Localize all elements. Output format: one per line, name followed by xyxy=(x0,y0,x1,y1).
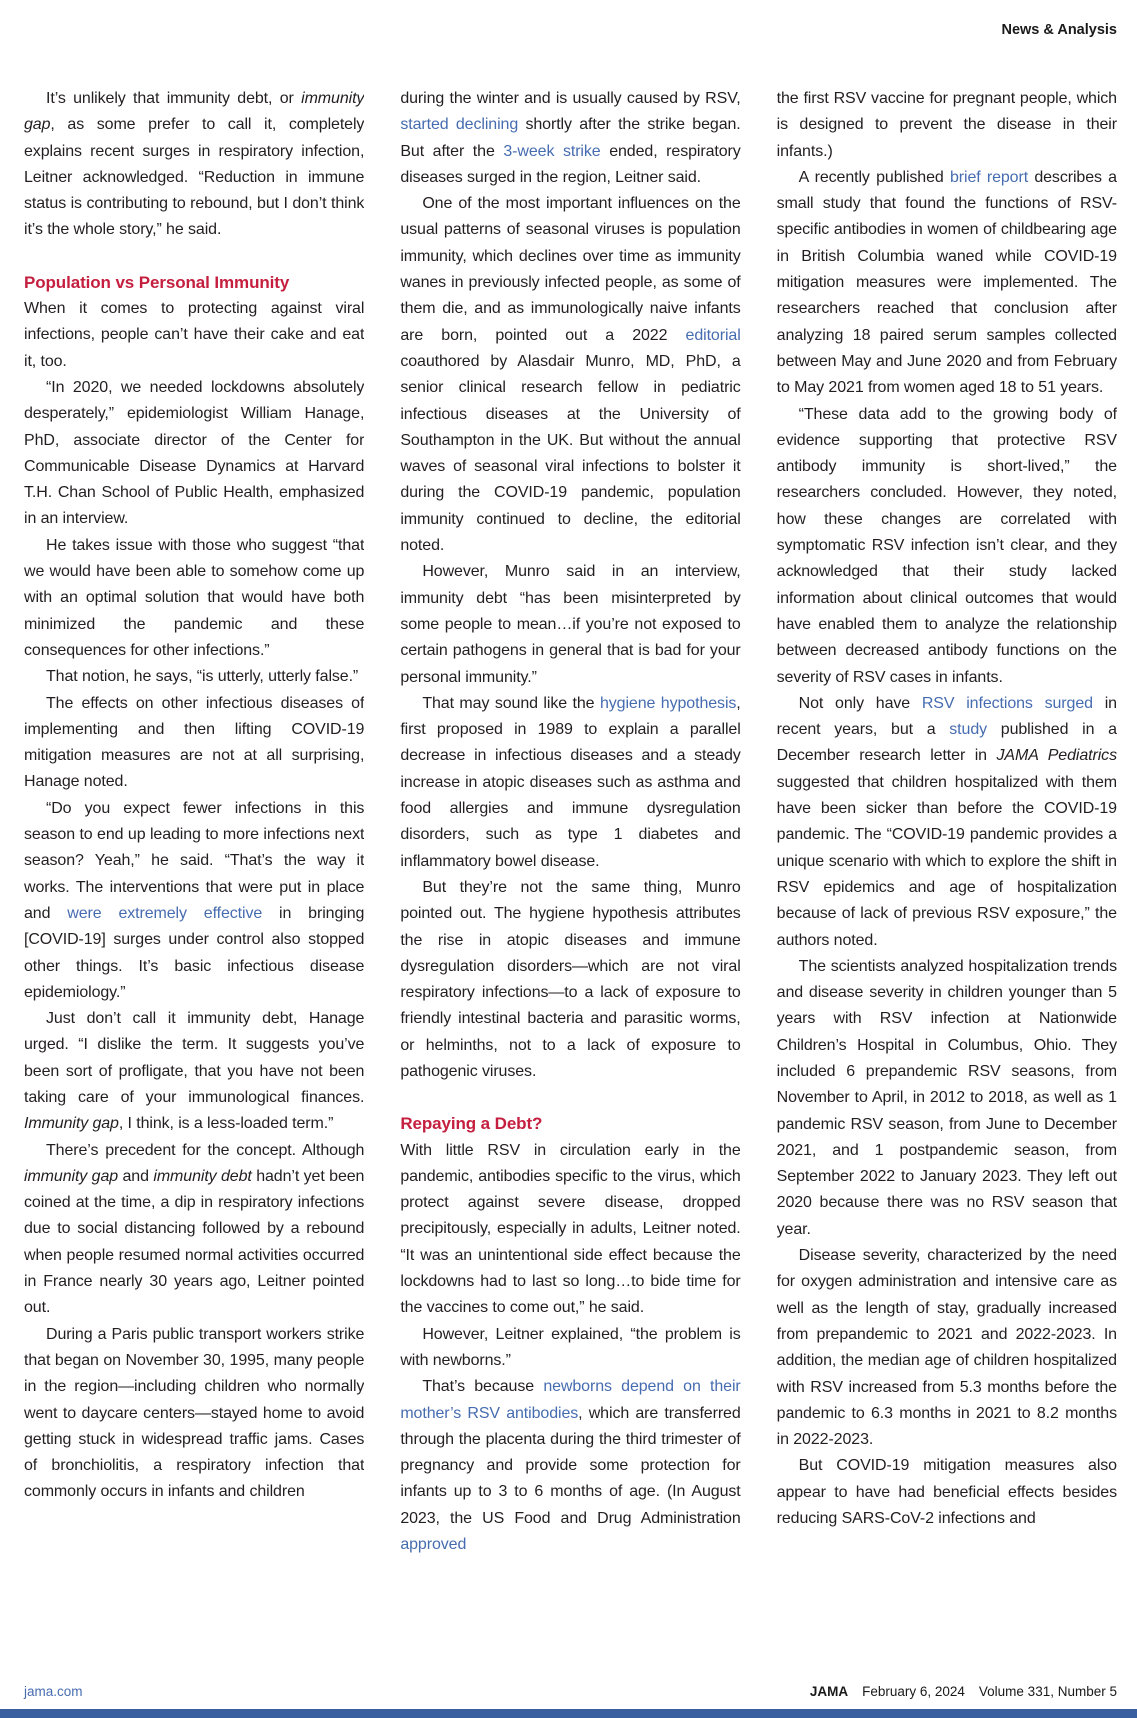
paragraph xyxy=(24,691,364,796)
italic-text: JAMA Pediatrics xyxy=(996,747,1117,765)
italic-text: immunity gap xyxy=(24,90,365,134)
text-run: coauthored by Alasdair Munro, MD, PhD, a senior clinical research fellow in pediatric infectious diseases at the University of Southampton in the UK. But without the annual waves of seasonal viral infections to bolster it during the COVID-19 pandemic, population immunity continued to decline, the editorial noted. xyxy=(400,352,741,555)
section-heading: Repaying a Debt? xyxy=(400,1114,543,1134)
text-run: Not only have xyxy=(798,694,922,712)
inline-link[interactable]: newborns depend on their mother’s RSV antibodies xyxy=(400,1378,741,1422)
inline-link[interactable]: study xyxy=(949,721,988,739)
text-run: ended, respiratory diseases surged in the region, Leitner said. xyxy=(400,142,741,186)
text-run: There’s precedent for the concept. Although xyxy=(46,1141,365,1159)
page-footer xyxy=(24,1684,1117,1699)
paragraph xyxy=(777,86,1117,165)
text-run: But they’re not the same thing, Munro pointed out. The hygiene hypothesis attributes the rise in atopic diseases and immune dysregulation disorders—which are not viral respiratory infections—to a lack of exposure to friendly intestinal bacteria and parasitic worms, or helminths, not to a lack of exposure to pathogenic viruses. xyxy=(400,878,741,1080)
inline-link[interactable]: editorial xyxy=(685,326,741,344)
text-run: “These data add to the growing body of evidence supporting that protective RSV antibody immunity is short-lived,” the researchers concluded. However, they noted, how these changes are correlated with symptomatic RSV infection isn’t clear, and they acknowledged that their study lacked information about clinical outcomes that would have enabled them to analyze the relationship between decreased antibody functions on the severity of RSV cases in infants. xyxy=(776,405,1117,686)
footer-issue-info xyxy=(810,1684,1117,1699)
inline-link[interactable]: started declining xyxy=(400,116,519,134)
text-run: and xyxy=(118,1167,154,1185)
italic-text: immunity debt xyxy=(153,1167,252,1185)
text-run: That may sound like the xyxy=(422,694,600,712)
text-run: during the winter and is usually caused by RSV, xyxy=(400,90,741,107)
bottom-accent-bar xyxy=(0,1709,1137,1718)
paragraph xyxy=(24,796,364,1006)
inline-link[interactable]: approved xyxy=(400,1536,467,1554)
text-run: shortly after the strike began. But after the xyxy=(400,116,741,160)
text-run: , I think, is a less-loaded term.” xyxy=(118,1115,334,1133)
text-run: Disease severity, characterized by the need for oxygen administration and intensive care as well as the length of stay, gradually increased from prepandemic to 2021 and 2022-2023. In addition, the median age of children hospitalized with RSV increased from 5.3 months before the pandemic to 6.3 months in 2021 to 8.2 months in 2022-2023. xyxy=(776,1247,1117,1449)
text-run: , as some prefer to call it, completely explains recent surges in respiratory infection, Leitner acknowledged. “Reduction in immune status is contributing to rebound, but I don’t think it’s the whole story,” he said. xyxy=(24,116,365,239)
paragraph xyxy=(24,1006,364,1137)
article-column-1 xyxy=(24,86,364,1658)
issue-date: February 6, 2024 xyxy=(862,1684,965,1699)
paragraph xyxy=(400,1138,740,1322)
jama-com-link[interactable]: jama.com xyxy=(24,1684,83,1699)
paragraph xyxy=(24,533,364,664)
text-run: That notion, he says, “is utterly, utterly false.” xyxy=(46,668,359,686)
inline-link[interactable]: brief report xyxy=(949,168,1029,186)
paragraph xyxy=(24,375,364,533)
italic-text: Immunity gap xyxy=(24,1115,119,1133)
inline-link[interactable]: hygiene hypothesis xyxy=(599,694,737,712)
text-run: in recent years, but a xyxy=(776,694,1117,739)
text-run: suggested that children hospitalized with them have been sicker than before the COVID-19 pandemic. The “COVID-19 pandemic provides a unique scenario with which to explore the shift in RSV epidemics and age of hospitalization because of lack of previous RSV exposure,” the authors noted. xyxy=(776,773,1117,949)
text-run: “In 2020, we needed lockdowns absolutely desperately,” epidemiologist William Hanage, PhD, associate director of the Center for Communicable Disease Dynamics at Harvard T.H. Chan School of Public Health, emphasized in an interview. xyxy=(24,378,365,528)
text-run: in bringing [COVID-19] surges under control also stopped other things. It’s basic infectious disease epidemiology.” xyxy=(24,904,365,1001)
paragraph xyxy=(400,86,740,191)
text-run: A recently published xyxy=(798,168,950,186)
italic-text: immunity gap xyxy=(24,1167,119,1185)
paragraph xyxy=(400,1322,740,1375)
text-run: The scientists analyzed hospitalization trends and disease severity in children younger than 5 years with RSV infection at Nationwide Children’s Hospital in Columbus, Ohio. They included 6 prepandemic RSV seasons, from November to April, in 2012 to 2018, as well as 1 pandemic RSV season, from June to December 2021, and 1 postpandemic season, from September 2022 to January 2023. They left out 2020 because there was no RSV season that year. xyxy=(776,957,1117,1238)
text-run: That’s because xyxy=(422,1378,544,1396)
text-run: hadn’t yet been coined at the time, a dip in respiratory infections due to social distancing followed by a rebound when people resumed normal activities occurred in France nearly 30 years ago, Leitner pointed out. xyxy=(24,1167,365,1317)
paragraph xyxy=(24,664,364,690)
paragraph xyxy=(400,691,740,875)
text-run: The effects on other infectious diseases of implementing and then lifting COVID-19 mitigation measures are not at all surprising, Hanage noted. xyxy=(24,694,365,791)
paragraph xyxy=(777,691,1117,954)
inline-link[interactable]: were extremely effective xyxy=(67,904,263,922)
text-run: “Do you expect fewer infections in this season to end up leading to more infections next season? Yeah,” he said. “That’s the way it works. The interventions that were put in place and xyxy=(24,799,365,922)
paragraph xyxy=(777,402,1117,691)
section-label: News & Analysis xyxy=(1001,22,1117,38)
paragraph xyxy=(400,559,740,690)
text-run: But COVID-19 mitigation measures also appear to have had beneficial effects besides reducing SARS-CoV-2 infections and xyxy=(776,1457,1117,1528)
paragraph xyxy=(400,191,740,559)
text-run: , which are transferred through the placenta during the third trimester of pregnancy and provide some protection for infants up to 3 to 6 months of age. (In August 2023, the US Food and Drug Administration xyxy=(400,1404,741,1527)
text-run: Just don’t call it immunity debt, Hanage urged. “I dislike the term. It suggests you’ve been sort of profligate, that you have not been taking care of your immunological finances. xyxy=(24,1010,365,1106)
text-run: , first proposed in 1989 to explain a parallel decrease in infectious diseases and a steady increase in atopic diseases such as asthma and food allergies and immune dysregulation disorders, such as type 1 diabetes and inflammatory bowel disease. xyxy=(400,694,741,870)
text-run: During a Paris public transport workers strike that began on November 30, 1995, many people in the region—including children who normally went to daycare centers—stayed home to avoid getting stuck in widespread traffic jams. Cases of bronchiolitis, a respiratory infection that commonly occurs in infants and children xyxy=(24,1325,365,1501)
footer-left xyxy=(24,1684,83,1699)
paragraph xyxy=(24,1322,364,1506)
article-column-2 xyxy=(400,86,740,1658)
text-run: He takes issue with those who suggest “that we would have been able to somehow come up with an optimal solution that would have both minimized the pandemic and these consequences for other infections.” xyxy=(24,536,365,659)
paragraph xyxy=(777,1453,1117,1532)
volume-info: Volume 331, Number 5 xyxy=(978,1684,1117,1699)
text-run: With little RSV in circulation early in the pandemic, antibodies specific to the virus, which protect against severe disease, dropped precipitously, especially in adults, Leitner noted. “It was an unintentional side effect because the lockdowns had to last so long…to bide time for the vaccines to come out,” he said. xyxy=(400,1141,741,1317)
text-run: One of the most important influences on the usual patterns of seasonal viruses is population immunity, which declines over time as immunity wanes in previously infected people, as some of them die, and as immunologically naive infants are born, pointed out a 2022 xyxy=(400,195,741,344)
text-run: published in a December research letter in xyxy=(776,721,1117,765)
paragraph xyxy=(400,875,740,1085)
journal-name: JAMA xyxy=(809,1684,849,1699)
inline-link[interactable]: RSV infections surged xyxy=(921,694,1093,712)
text-run: However, Leitner explained, “the problem is with newborns.” xyxy=(400,1325,741,1369)
paragraph xyxy=(777,165,1117,402)
section-heading: Population vs Personal Immunity xyxy=(24,272,290,292)
text-run: describes a small study that found the functions of RSV-specific antibodies in women of childbearing age in British Columbia waned while COVID-19 mitigation measures were implemented. The researchers reached that conclusion after analyzing 18 paired serum samples collected between May and June 2020 and from February to May 2021 from women aged 18 to 51 years. xyxy=(776,168,1117,397)
paragraph xyxy=(24,296,364,375)
text-run: It’s unlikely that immunity debt, or xyxy=(46,90,302,107)
text-run: However, Munro said in an interview, immunity debt “has been misinterpreted by some people to mean…if you’re not exposed to certain pathogens in general that is bad for your personal immunity.” xyxy=(400,563,741,686)
paragraph xyxy=(777,1243,1117,1453)
paragraph xyxy=(777,954,1117,1243)
paragraph xyxy=(24,86,364,244)
paragraph xyxy=(400,1374,740,1558)
paragraph xyxy=(24,1138,364,1322)
text-run: the first RSV vaccine for pregnant people, which is designed to prevent the disease in their infants.) xyxy=(776,90,1117,160)
article-column-3 xyxy=(777,86,1117,1658)
article-columns xyxy=(24,86,1117,1658)
text-run: When it comes to protecting against viral infections, people can’t have their cake and eat it, too. xyxy=(24,300,365,370)
inline-link[interactable]: 3-week strike xyxy=(503,142,601,160)
